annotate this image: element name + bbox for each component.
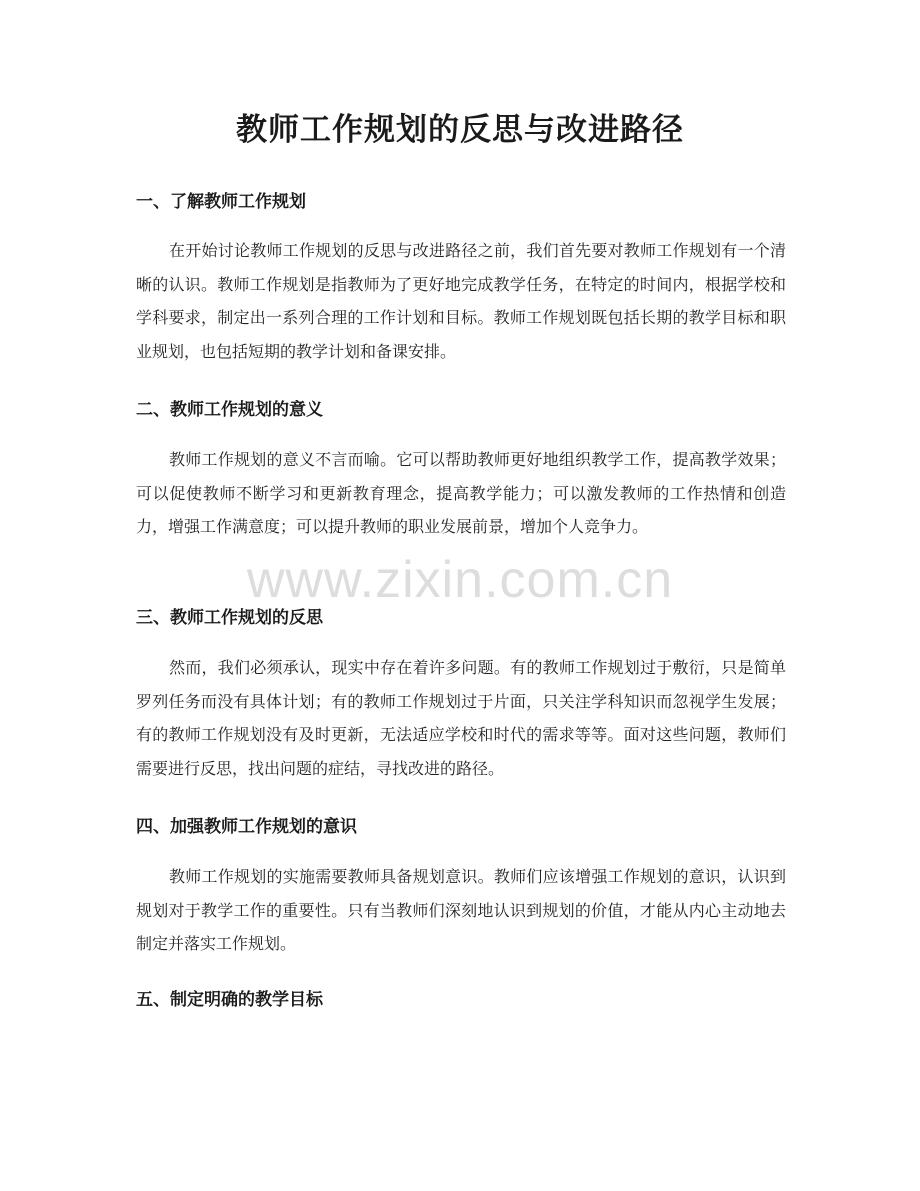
section-paragraph-1: 在开始讨论教师工作规划的反思与改进路径之前，我们首先要对教师工作规划有一个清晰的认识。教师工作规划是指教师为了更好地完成教学任务，在特定的时间内，根据学校和学科要求，制定出一系列合理的工作计划和目标。教师工作规划既包括长期的教学目标和职业规划，也包括短期的教学计划和备课安排。 <box>136 241 786 361</box>
section-heading-3: 三、教师工作规划的反思 <box>136 608 323 628</box>
section-paragraph-4: 教师工作规划的实施需要教师具备规划意识。教师们应该增强工作规划的意识，认识到规划对于教学工作的重要性。只有当教师们深刻地认识到规划的价值，才能从内心主动地去制定并落实工作规划。 <box>136 867 786 953</box>
section-heading-4: 四、加强教师工作规划的意识 <box>136 817 357 837</box>
section-paragraph-3: 然而，我们必须承认，现实中存在着许多问题。有的教师工作规划过于敷衍，只是简单罗列任务而没有具体计划；有的教师工作规划过于片面，只关注学科知识而忽视学生发展；有的教师工作规划没有及时更新，无法适应学校和时代的需求等等。面对这些问题，教师们需要进行反思，找出问题的症结，寻找改进的路径。 <box>136 658 786 778</box>
section-paragraph-2: 教师工作规划的意义不言而喻。它可以帮助教师更好地组织教学工作，提高教学效果；可以促使教师不断学习和更新教育理念，提高教学能力；可以激发教师的工作热情和创造力，增强工作满意度；可以提升教师的职业发展前景，增加个人竞争力。 <box>136 450 786 536</box>
section-heading-1: 一、了解教师工作规划 <box>136 192 306 212</box>
section-heading-2: 二、教师工作规划的意义 <box>136 400 323 420</box>
page-title: 教师工作规划的反思与改进路径 <box>236 112 684 148</box>
watermark: www.zixin.com.cn <box>246 551 674 609</box>
section-heading-5: 五、制定明确的教学目标 <box>136 990 323 1010</box>
